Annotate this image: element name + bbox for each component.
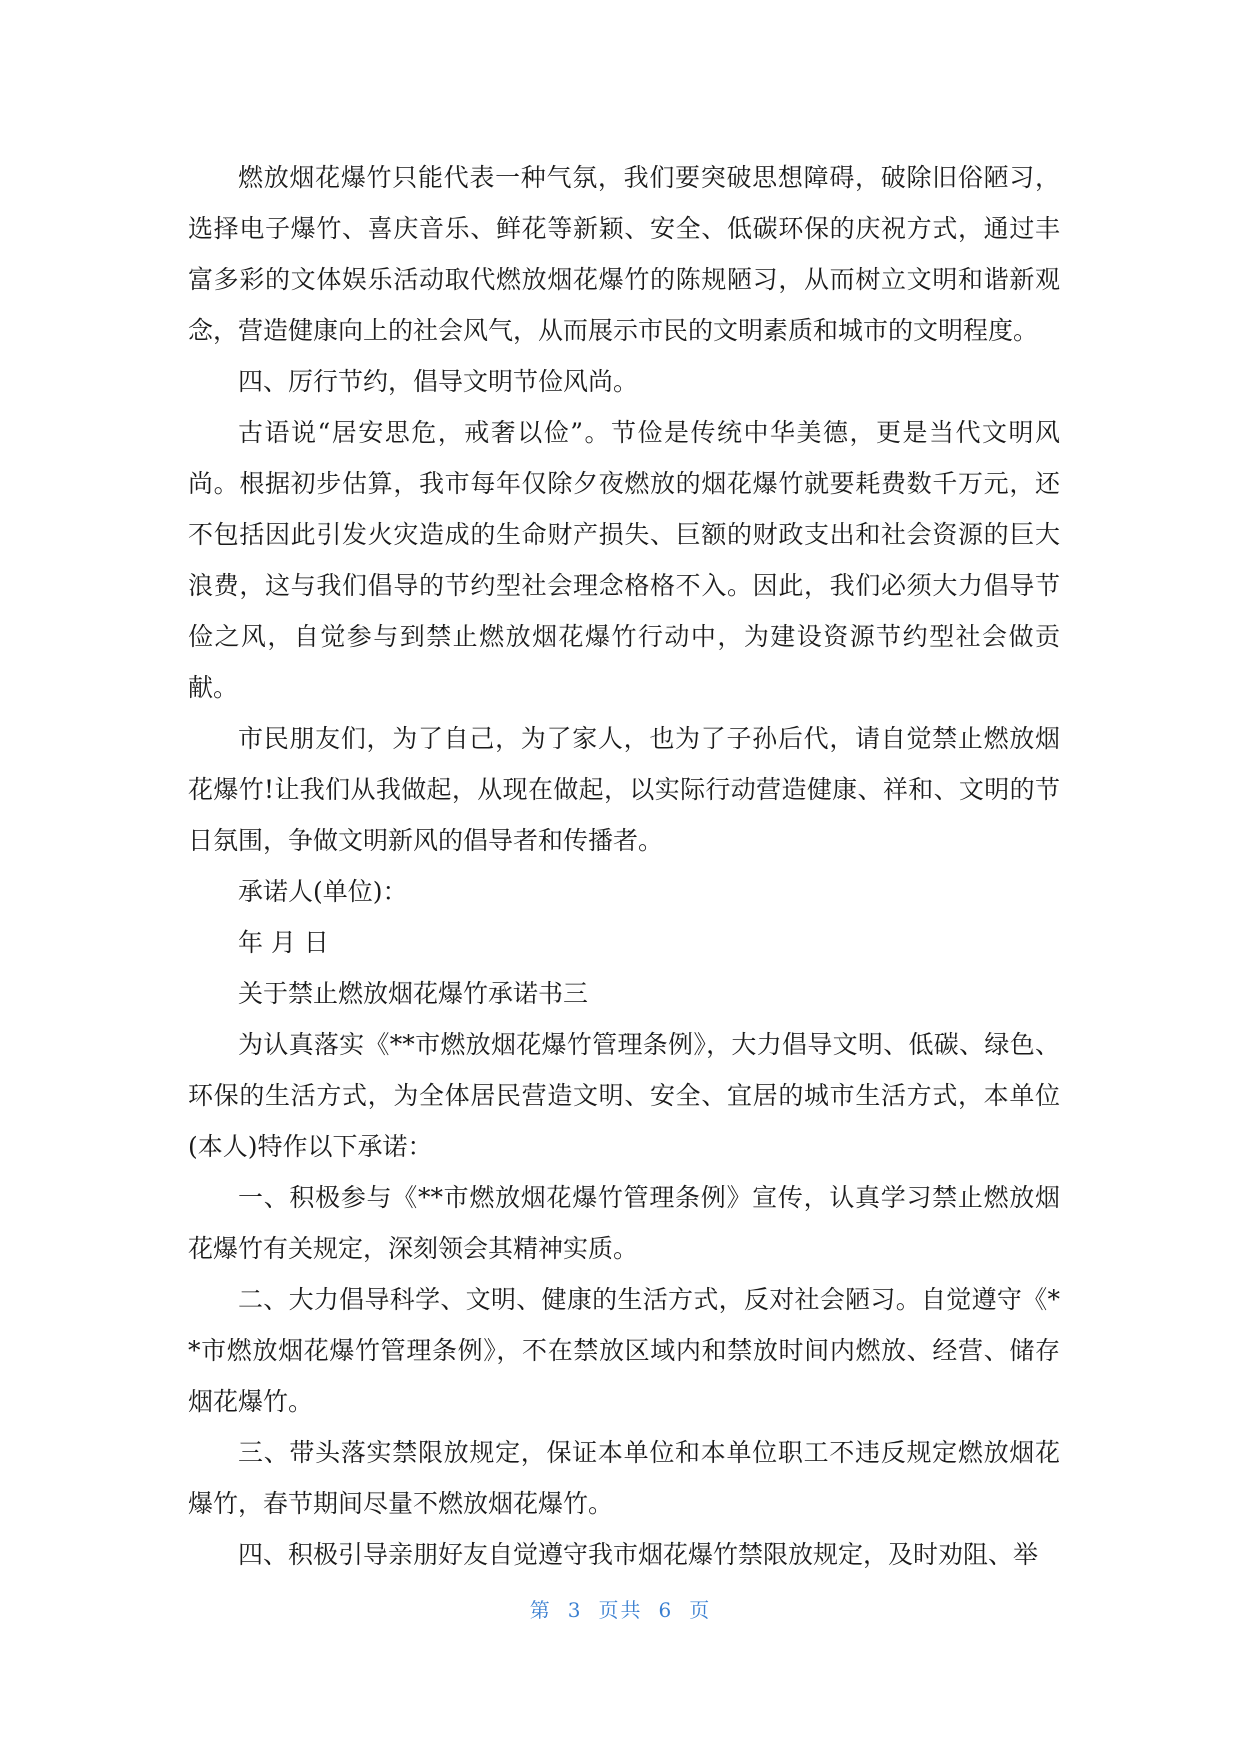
paragraph: 古语说“居安思危，戒奢以俭”。节俭是传统中华美德，更是当代文明风尚。根据初步估算，我市每年仅除夕夜燃放的烟花爆竹就要耗费数千万元，还不包括因此引发火灾造成的生命财产损失、巨额的财政支出和社会资源的巨大浪费，这与我们倡导的节约型社会理念格格不入。因此，我们必须大力倡导节俭之风，自觉参与到禁止燃放烟花爆竹行动中，为建设资源节约型社会做贡献。 [188,418,1060,702]
total-pages-number: 6 [658,1598,674,1622]
paragraph: 燃放烟花爆竹只能代表一种气氛，我们要突破思想障碍，破除旧俗陋习，选择电子爆竹、喜庆音乐、鲜花等新颖、安全、低碳环保的庆祝方式，通过丰富多彩的文体娱乐活动取代燃放烟花爆竹的陈规陋习，从而树立文明和谐新观念，营造健康向上的社会风气，从而展示市民的文明素质和城市的文明程度。 [188,163,1060,345]
list-item: 二、大力倡导科学、文明、健康的生活方式，反对社会陋习。自觉遵守《**市燃放烟花爆竹管理条例》，不在禁放区域内和禁放时间内燃放、经营、储存烟花爆竹。 [188,1285,1060,1416]
list-item: 四、积极引导亲朋好友自觉遵守我市烟花爆竹禁限放规定，及时劝阻、举 [238,1540,1039,1569]
page-suffix: 页 [689,1598,712,1622]
page-middle: 页共 [598,1598,643,1622]
section-heading: 四、厉行节约，倡导文明节俭风尚。 [238,367,639,396]
date-line: 年 月 日 [238,928,329,957]
paragraph: 市民朋友们，为了自己，为了家人，也为了子孙后代，请自觉禁止燃放烟花爆竹!让我们从我做起，从现在做起，以实际行动营造健康、祥和、文明的节日氛围，争做文明新风的倡导者和传播者。 [188,724,1060,855]
document-body [188,152,1060,1580]
list-item: 三、带头落实禁限放规定，保证本单位和本单位职工不违反规定燃放烟花爆竹，春节期间尽量不燃放烟花爆竹。 [188,1438,1060,1518]
list-item: 一、积极参与《**市燃放烟花爆竹管理条例》宣传，认真学习禁止燃放烟花爆竹有关规定，深刻领会其精神实质。 [188,1183,1060,1263]
page-number-footer [0,1594,1241,1623]
document-title: 关于禁止燃放烟花爆竹承诺书三 [238,979,589,1008]
current-page-number: 3 [567,1598,583,1622]
signature-line: 承诺人(单位)： [238,877,408,906]
page-prefix: 第 [529,1598,552,1622]
paragraph: 为认真落实《**市燃放烟花爆竹管理条例》，大力倡导文明、低碳、绿色、环保的生活方式，为全体居民营造文明、安全、宜居的城市生活方式，本单位(本人)特作以下承诺： [188,1030,1060,1161]
